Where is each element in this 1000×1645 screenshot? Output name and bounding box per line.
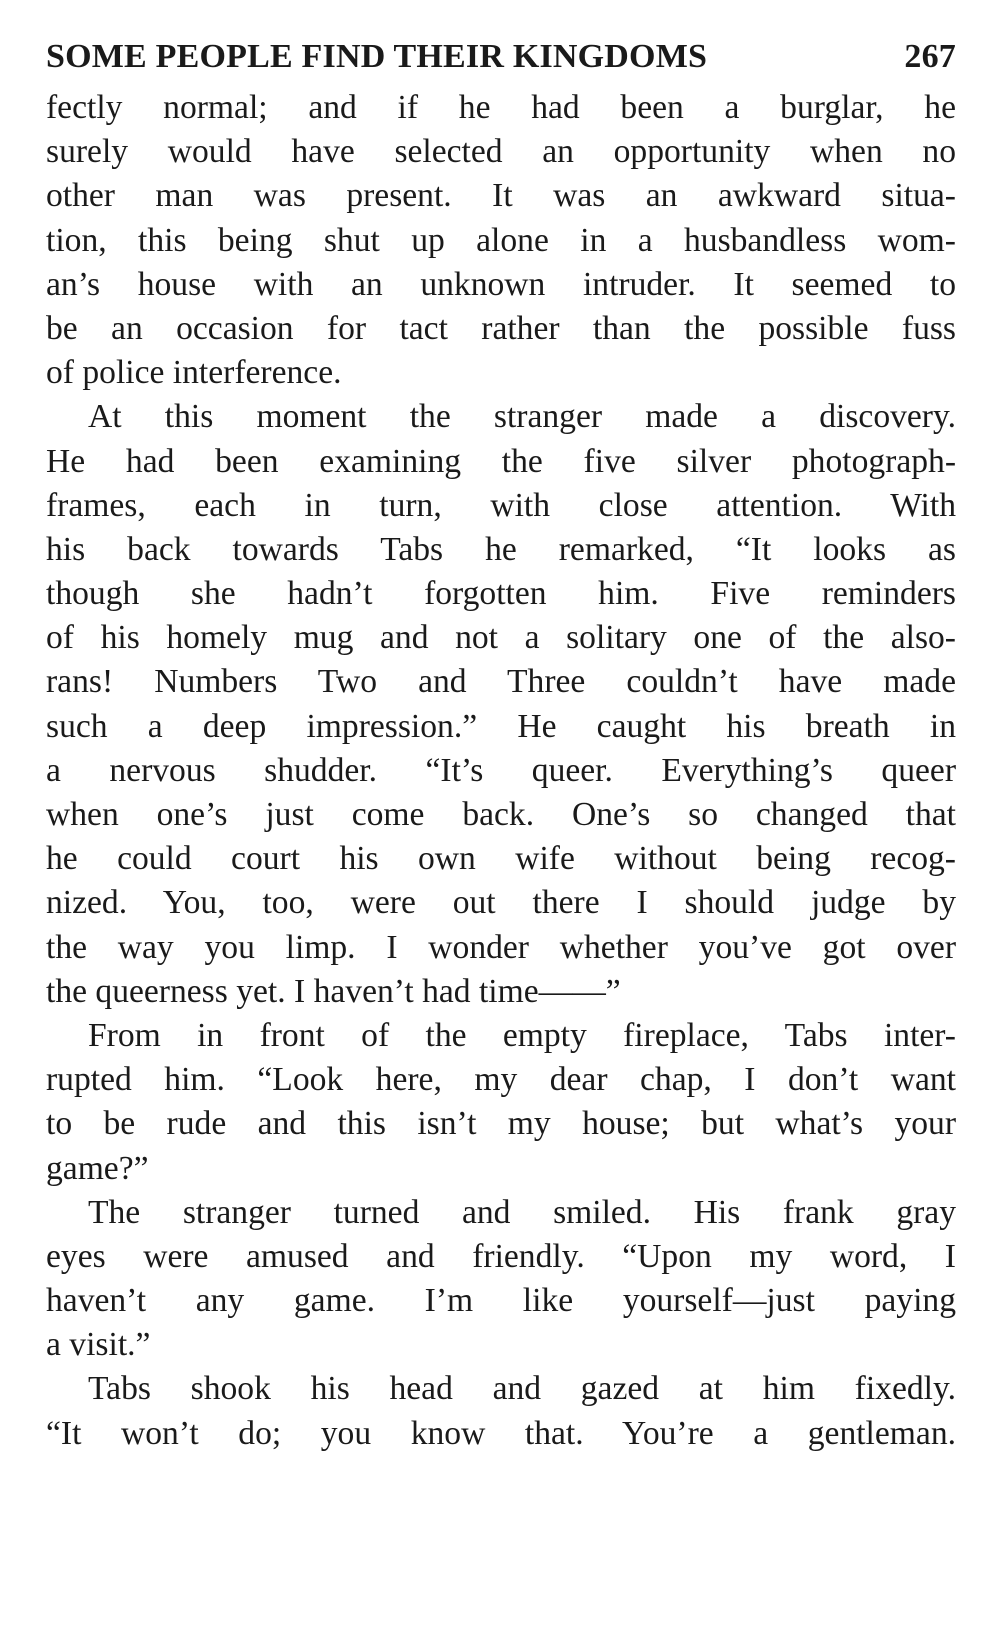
text-line: haven’t any game. I’m like yourself—just paying bbox=[46, 1282, 956, 1320]
text-line: his back towards Tabs he remarked, “It looks as bbox=[46, 530, 956, 568]
text-line: rans! Numbers Two and Three couldn’t have made bbox=[46, 663, 956, 701]
paragraph bbox=[46, 1191, 956, 1368]
text-line: The stranger turned and smiled. His frank gray bbox=[88, 1193, 956, 1231]
text-line: he could court his own wife without being recog- bbox=[46, 840, 956, 878]
text-line: eyes were amused and friendly. “Upon my word, I bbox=[46, 1237, 956, 1275]
paragraph bbox=[46, 1014, 956, 1191]
running-head bbox=[46, 28, 956, 86]
text-line: an’s house with an unknown intruder. It seemed to bbox=[46, 265, 956, 303]
text-line: frames, each in turn, with close attention. With bbox=[46, 486, 956, 524]
text-line: of his homely mug and not a solitary one of the also- bbox=[46, 619, 956, 657]
text-line: the queerness yet. I haven’t had time——” bbox=[46, 972, 621, 1010]
paragraph bbox=[46, 395, 956, 1014]
text-line: Tabs shook his head and gazed at him fixedly. bbox=[88, 1370, 956, 1408]
paragraph bbox=[46, 86, 956, 395]
text-line: a nervous shudder. “It’s queer. Everything’s queer bbox=[46, 751, 956, 789]
text-line: From in front of the empty fireplace, Tabs inter- bbox=[88, 1016, 956, 1054]
text-line: other man was present. It was an awkward situa- bbox=[46, 177, 956, 215]
running-title: SOME PEOPLE FIND THEIR KINGDOMS bbox=[46, 38, 708, 75]
text-line: “It won’t do; you know that. You’re a gentleman. bbox=[46, 1414, 956, 1452]
text-line: nized. You, too, were out there I should judge by bbox=[46, 884, 956, 922]
text-line: such a deep impression.” He caught his breath in bbox=[46, 707, 956, 745]
paragraph bbox=[46, 1367, 956, 1455]
text-line: game?” bbox=[46, 1149, 149, 1187]
text-line: a visit.” bbox=[46, 1326, 151, 1364]
text-line: fectly normal; and if he had been a burglar, he bbox=[46, 89, 956, 126]
text-line: rupted him. “Look here, my dear chap, I don’t want bbox=[46, 1061, 956, 1099]
page-number: 267 bbox=[904, 38, 956, 75]
text-line: surely would have selected an opportunity when no bbox=[46, 133, 956, 171]
text-line: the way you limp. I wonder whether you’ve got over bbox=[46, 928, 956, 966]
text-line: though she hadn’t forgotten him. Five reminders bbox=[46, 575, 956, 613]
text-line: to be rude and this isn’t my house; but what’s your bbox=[46, 1105, 956, 1143]
body-text bbox=[46, 86, 956, 1456]
text-line: be an occasion for tact rather than the possible fuss bbox=[46, 309, 956, 347]
book-page bbox=[46, 28, 956, 1456]
text-line: At this moment the stranger made a discovery. bbox=[88, 398, 956, 436]
text-line: when one’s just come back. One’s so changed that bbox=[46, 796, 956, 833]
text-line: He had been examining the five silver photograph- bbox=[46, 442, 956, 480]
text-line: tion, this being shut up alone in a husbandless wom- bbox=[46, 221, 956, 259]
text-line: of police interference. bbox=[46, 354, 342, 392]
